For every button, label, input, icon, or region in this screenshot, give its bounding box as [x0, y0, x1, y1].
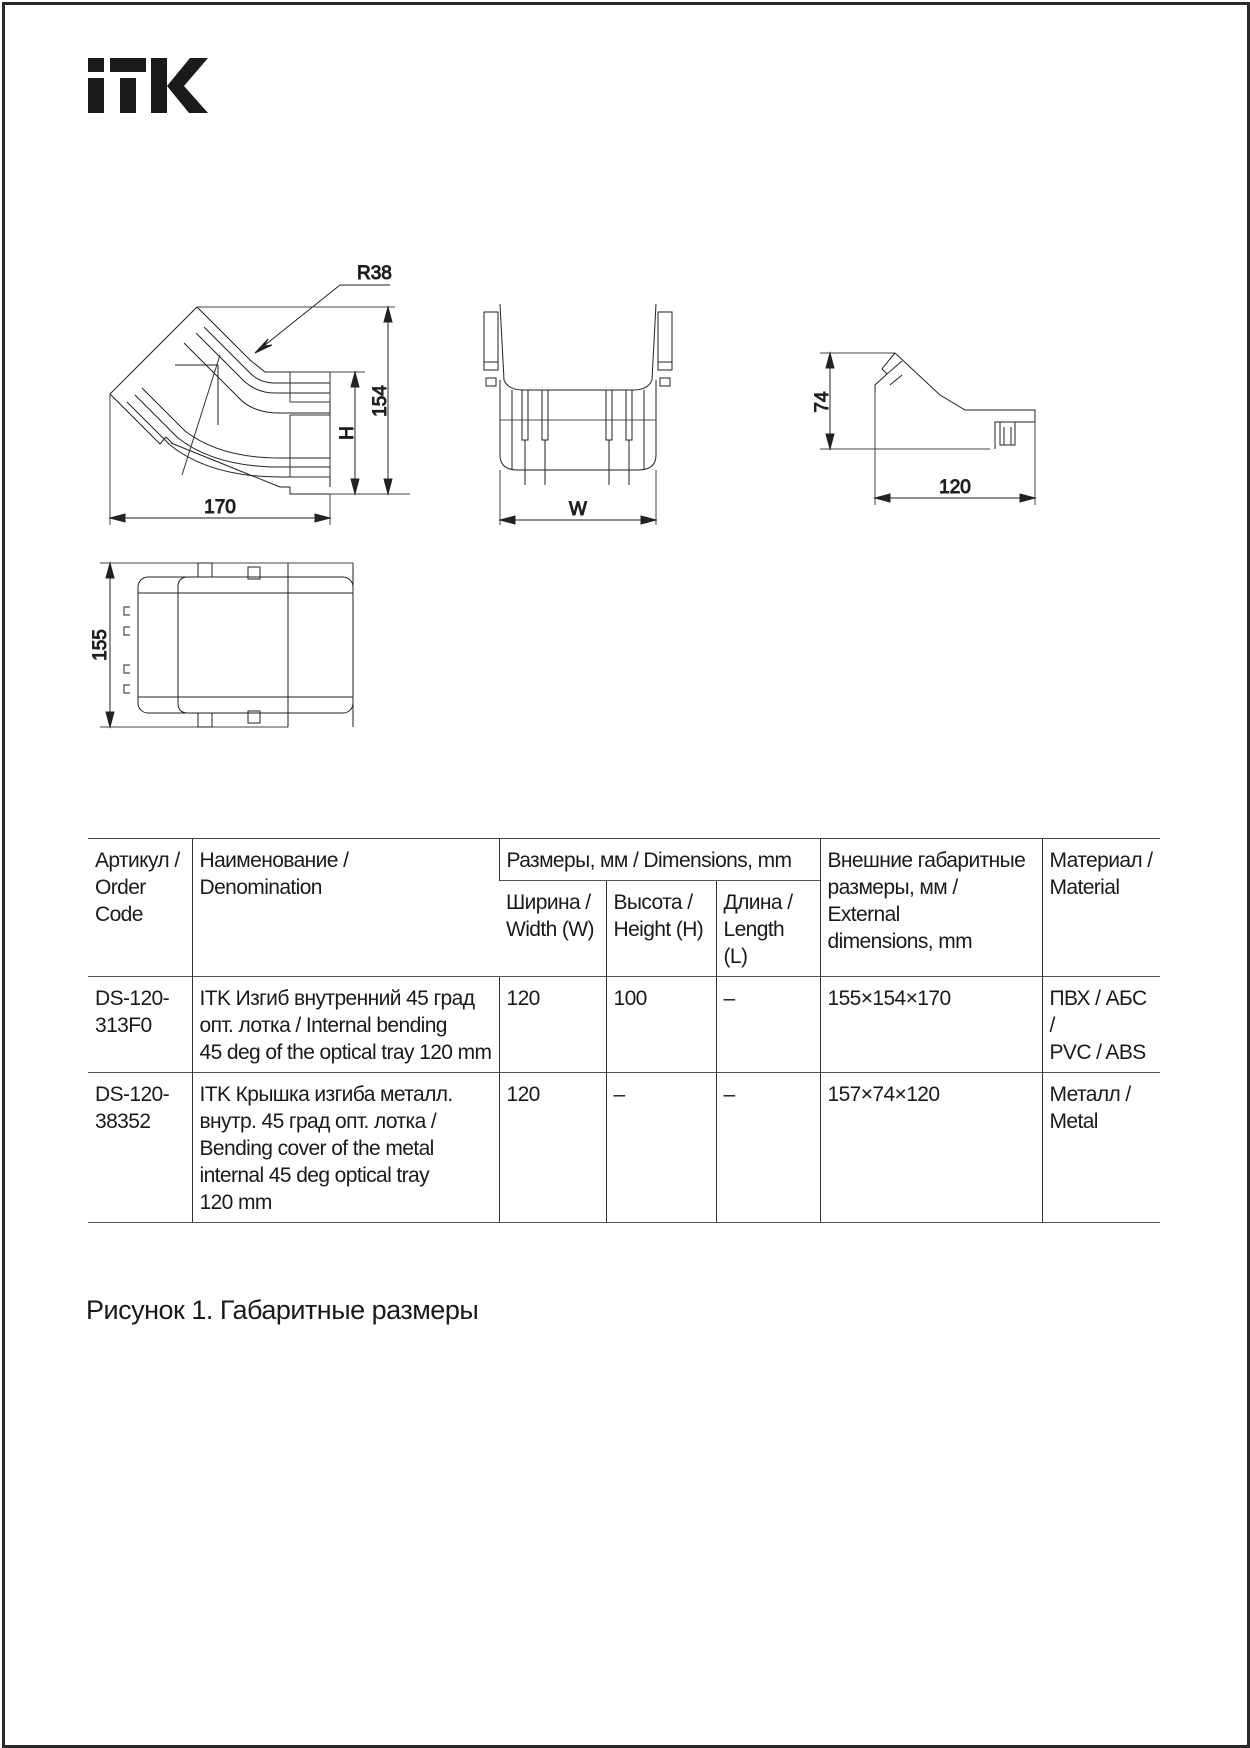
front-view-drawing [478, 300, 678, 530]
header-denomination: Наименование / Denomination [192, 839, 499, 977]
header-length: Длина / Length (L) [716, 881, 820, 977]
itk-logo-icon [88, 58, 208, 114]
width-w-label: W [569, 499, 587, 520]
cover-view-drawing [790, 345, 1050, 515]
cell-name: ITK Крышка изгиба металл. внутр. 45 град опт. лотка / Bending cover of the metal internal 45 deg optical tray 120 mm [192, 1073, 499, 1223]
cell-width: 120 [499, 1073, 606, 1223]
cell-external: 157×74×120 [820, 1073, 1042, 1223]
cell-name: ITK Изгиб внутренний 45 град опт. лотка / Internal bending 45 deg of the optical tray 120 mm [192, 977, 499, 1073]
header-external-dimensions: Внешние габаритные размеры, мм / External dimensions, mm [820, 839, 1042, 977]
length-120-label: 120 [939, 477, 971, 498]
header-material: Материал / Material [1042, 839, 1160, 977]
cell-material: Металл / Metal [1042, 1073, 1160, 1223]
bend-side-view-drawing [100, 255, 420, 535]
inner-height-label: H [337, 426, 358, 440]
height-74-label: 74 [812, 391, 833, 413]
table-header-row [88, 839, 1160, 881]
table-row [88, 977, 1160, 1073]
cell-external: 155×154×170 [820, 977, 1042, 1073]
cell-code: DS-120- 313F0 [88, 977, 192, 1073]
cell-length: – [716, 1073, 820, 1223]
depth-155-label: 155 [90, 629, 111, 661]
spec-table [88, 838, 1160, 1223]
table-row [88, 1073, 1160, 1223]
cell-length: – [716, 977, 820, 1073]
header-height: Высота / Height (H) [606, 881, 716, 977]
itk-logo [88, 58, 208, 114]
cell-material: ПВХ / АБС / PVC / ABS [1042, 977, 1160, 1073]
header-dimensions: Размеры, мм / Dimensions, mm [499, 839, 820, 881]
width-170-label: 170 [204, 497, 236, 518]
cell-code: DS-120- 38352 [88, 1073, 192, 1223]
header-width: Ширина / Width (W) [499, 881, 606, 977]
top-view-drawing [88, 555, 368, 735]
figure-caption: Рисунок 1. Габаритные размеры [86, 1295, 479, 1325]
cell-width: 120 [499, 977, 606, 1073]
cell-height: 100 [606, 977, 716, 1073]
height-154-label: 154 [370, 385, 391, 417]
header-order-code: Артикул / Order Code [88, 839, 192, 977]
radius-label: R38 [357, 263, 392, 284]
cell-height: – [606, 1073, 716, 1223]
